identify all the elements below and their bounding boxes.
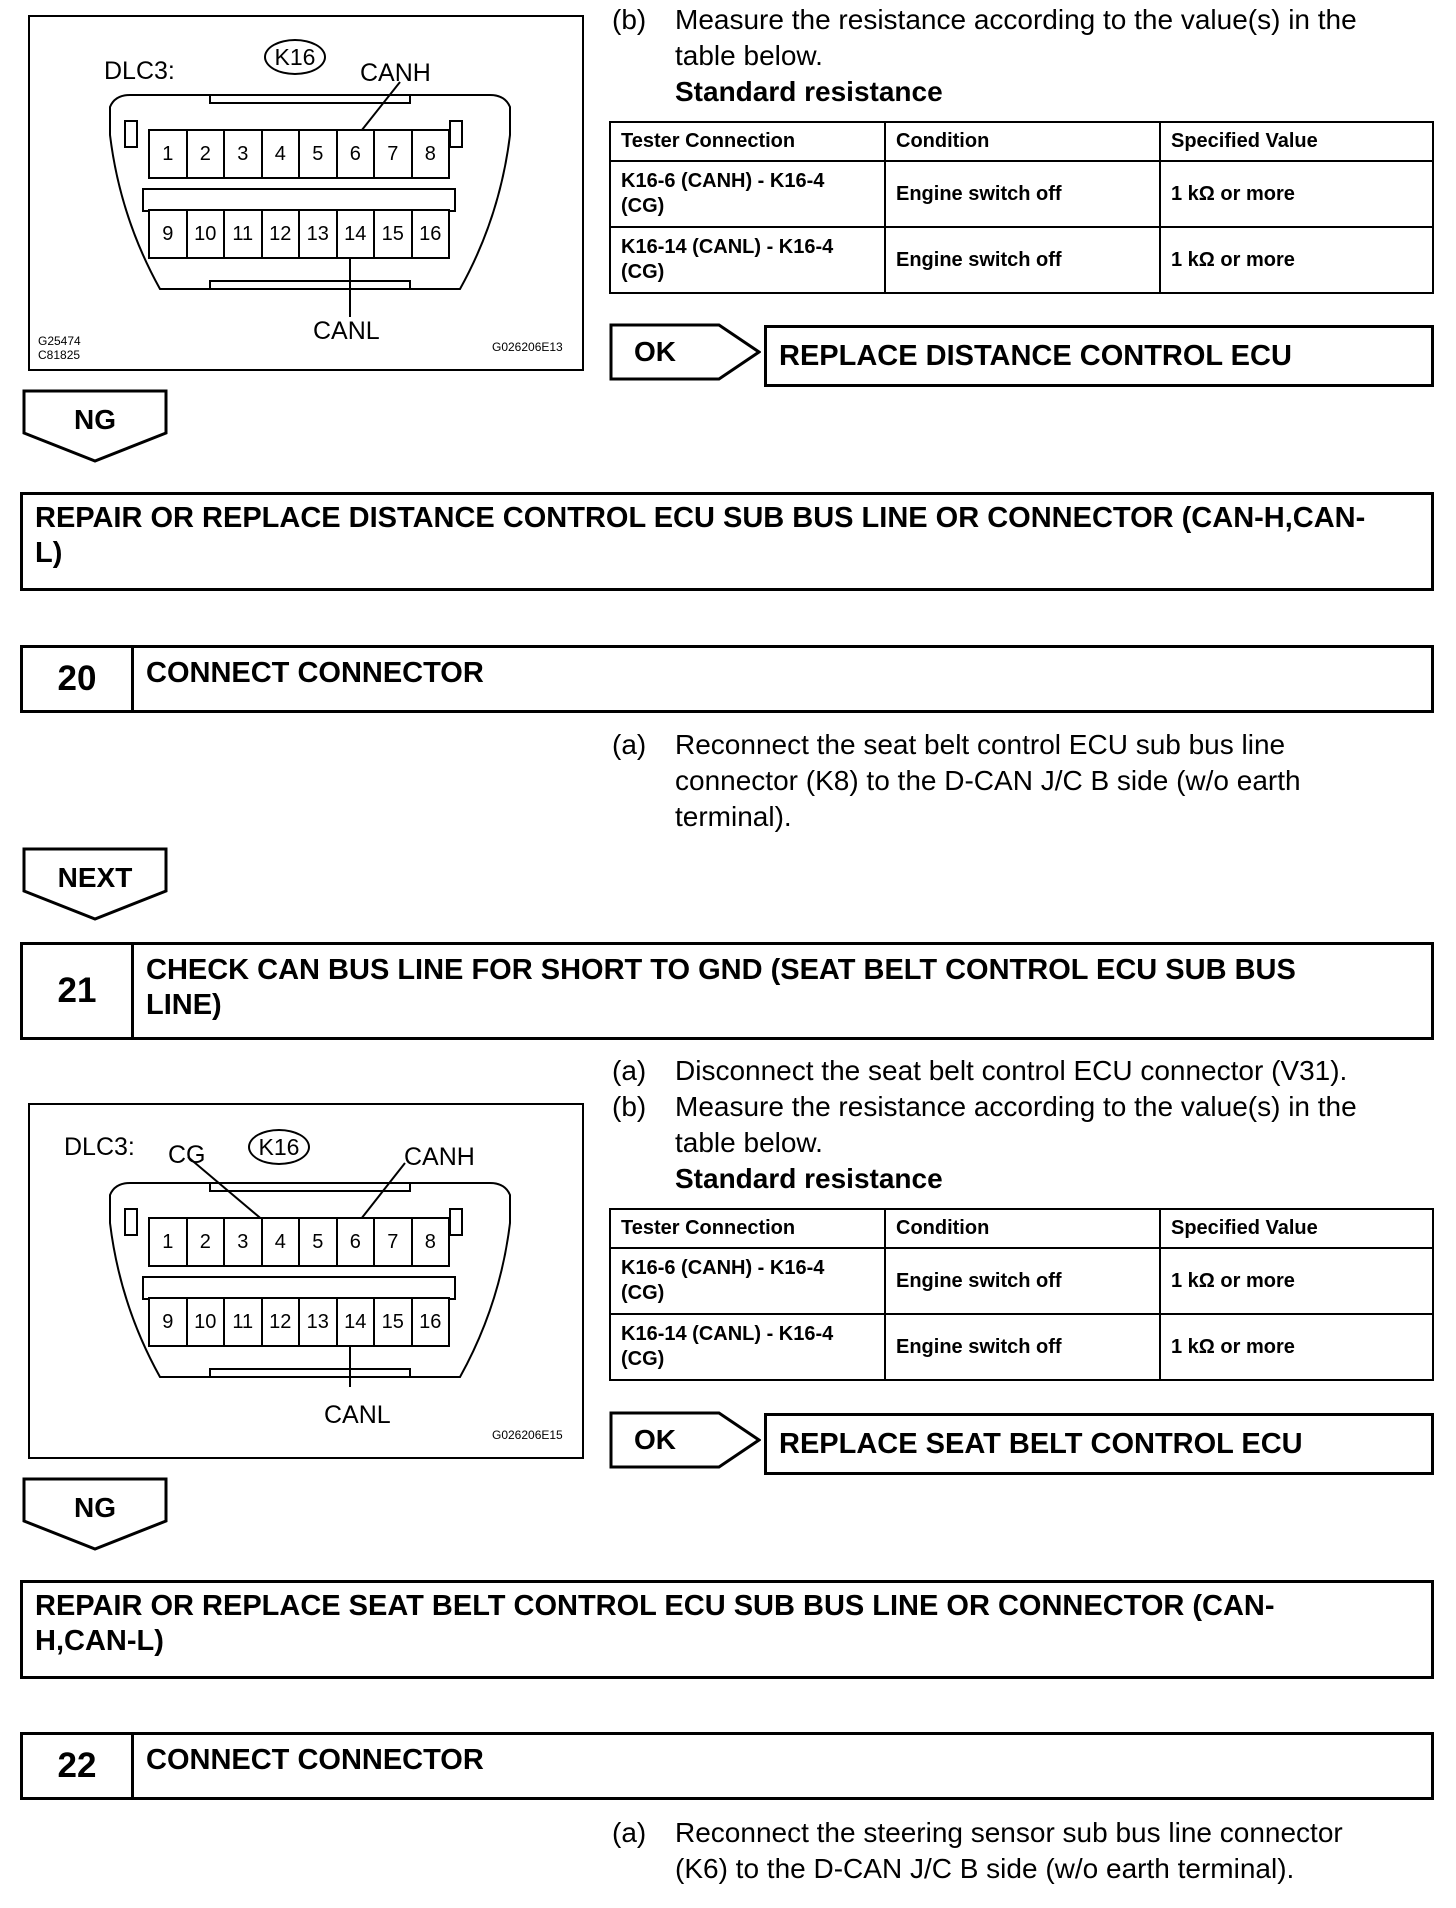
figure-code-left-2: C81825 <box>38 348 81 362</box>
pin-4: 4 <box>261 129 301 179</box>
table-cell: Engine switch off <box>885 1248 1160 1314</box>
pin-7: 7 <box>373 129 413 179</box>
pin-5: 5 <box>298 129 338 179</box>
table-cell: K16-14 (CANL) - K16-4 (CG) <box>610 1314 885 1380</box>
table-row <box>610 161 1433 227</box>
figure-code-left-1: G25474 <box>38 334 81 348</box>
canl-label: CANL <box>313 317 380 345</box>
table-cell: K16-6 (CANH) - K16-4 (CG) <box>610 1248 885 1314</box>
step-text-line: Reconnect the seat belt control ECU sub bus line <box>675 729 1286 760</box>
pin-2: 2 <box>186 1217 226 1267</box>
pin-10: 10 <box>186 1297 226 1347</box>
pin-14: 14 <box>336 209 376 259</box>
pin-4: 4 <box>261 1217 301 1267</box>
step-20-header <box>20 645 1434 713</box>
table-row <box>610 227 1433 293</box>
pin-3: 3 <box>223 1217 263 1267</box>
pin-2: 2 <box>186 129 226 179</box>
resistance-table-2 <box>609 1208 1434 1381</box>
table-cell: 1 kΩ or more <box>1160 1314 1433 1380</box>
pin-15: 15 <box>373 1297 413 1347</box>
table-cell: Engine switch off <box>885 161 1160 227</box>
table-row <box>610 1248 1433 1314</box>
table-cell: 1 kΩ or more <box>1160 227 1433 293</box>
pin-12: 12 <box>261 1297 301 1347</box>
table-header: Specified Value <box>1160 1209 1433 1248</box>
pin-8: 8 <box>411 1217 451 1267</box>
pin-15: 15 <box>373 209 413 259</box>
step-tag: (b) <box>612 1091 647 1122</box>
dlc3-label: DLC3: <box>104 57 175 85</box>
table-cell: Engine switch off <box>885 1314 1160 1380</box>
step-tag: (a) <box>612 729 647 760</box>
table-cell: 1 kΩ or more <box>1160 161 1433 227</box>
pin-13: 13 <box>298 1297 338 1347</box>
pins-top-row <box>148 129 450 179</box>
pin-11: 11 <box>223 1297 263 1347</box>
connector-k16-label: K16 <box>248 1129 310 1165</box>
ok-label-1: OK <box>634 336 676 367</box>
step-text-line: table below. <box>675 1127 823 1158</box>
step-tag: (b) <box>612 4 647 35</box>
step-tag: (a) <box>612 1817 647 1848</box>
step-tag: (a) <box>612 1055 647 1086</box>
cg-label: CG <box>168 1141 206 1169</box>
pins-bottom-row <box>148 209 450 259</box>
step-text-line: connector (K8) to the D-CAN J/C B side (w/o earth <box>675 765 1301 796</box>
pin-7: 7 <box>373 1217 413 1267</box>
standard-resistance-heading: Standard resistance <box>675 76 943 107</box>
step-title: CONNECT CONNECTOR <box>146 1744 484 1776</box>
pins-top-row <box>148 1217 450 1267</box>
table-header: Specified Value <box>1160 122 1433 161</box>
canh-label: CANH <box>404 1143 475 1171</box>
ok-arrow-2 <box>609 1411 761 1469</box>
step-number: 22 <box>23 1735 134 1797</box>
pin-16: 16 <box>411 209 451 259</box>
figure-code-right: G026206E15 <box>492 1428 563 1442</box>
step-text-line: Measure the resistance according to the value(s) in the <box>675 4 1357 35</box>
table-header: Tester Connection <box>610 1209 885 1248</box>
pin-10: 10 <box>186 209 226 259</box>
pin-6: 6 <box>336 129 376 179</box>
standard-resistance-heading: Standard resistance <box>675 1163 943 1194</box>
pin-1: 1 <box>148 129 188 179</box>
ng-label-1: NG <box>74 404 116 435</box>
table-header: Condition <box>885 1209 1160 1248</box>
banner-line: L) <box>35 537 63 569</box>
pin-9: 9 <box>148 209 188 259</box>
ng-result-banner-2 <box>20 1580 1434 1679</box>
table-header: Condition <box>885 122 1160 161</box>
banner-line: REPAIR OR REPLACE SEAT BELT CONTROL ECU SUB BUS LINE OR CONNECTOR (CAN- <box>35 1590 1275 1622</box>
step-text-line: Disconnect the seat belt control ECU connector (V31). <box>675 1055 1348 1086</box>
step-title <box>134 945 1431 1037</box>
figure-code-right: G026206E13 <box>492 340 563 354</box>
step-number: 20 <box>23 648 134 710</box>
dlc3-label: DLC3: <box>64 1133 135 1161</box>
step-number: 21 <box>23 945 134 1037</box>
table-cell: K16-6 (CANH) - K16-4 (CG) <box>610 161 885 227</box>
step-22-header <box>20 1732 1434 1800</box>
ng-result-banner-1 <box>20 492 1434 591</box>
dlc3-diagram-2 <box>28 1103 584 1459</box>
title-line: LINE) <box>146 989 222 1021</box>
ok-arrow-1 <box>609 323 761 381</box>
pin-13: 13 <box>298 209 338 259</box>
canl-label: CANL <box>324 1401 391 1429</box>
step-title: CONNECT CONNECTOR <box>146 657 484 689</box>
pin-14: 14 <box>336 1297 376 1347</box>
pin-6: 6 <box>336 1217 376 1267</box>
pin-9: 9 <box>148 1297 188 1347</box>
canh-label: CANH <box>360 59 431 87</box>
table-cell: K16-14 (CANL) - K16-4 (CG) <box>610 227 885 293</box>
next-label: NEXT <box>57 862 133 893</box>
ok-result-2: REPLACE SEAT BELT CONTROL ECU <box>764 1413 1434 1475</box>
pin-12: 12 <box>261 209 301 259</box>
banner-line: REPAIR OR REPLACE DISTANCE CONTROL ECU SUB BUS LINE OR CONNECTOR (CAN-H,CAN- <box>35 502 1366 534</box>
pin-8: 8 <box>411 129 451 179</box>
pin-3: 3 <box>223 129 263 179</box>
pin-1: 1 <box>148 1217 188 1267</box>
step-text-line: terminal). <box>675 801 792 832</box>
table-row <box>610 1314 1433 1380</box>
resistance-table-1 <box>609 121 1434 294</box>
ok-label-2: OK <box>634 1424 676 1455</box>
table-header: Tester Connection <box>610 122 885 161</box>
dlc3-diagram-1 <box>28 15 584 371</box>
table-cell: 1 kΩ or more <box>1160 1248 1433 1314</box>
ng-label-2: NG <box>74 1492 116 1523</box>
pins-bottom-row <box>148 1297 450 1347</box>
title-line: CHECK CAN BUS LINE FOR SHORT TO GND (SEAT BELT CONTROL ECU SUB BUS <box>146 954 1296 986</box>
ok-result-1: REPLACE DISTANCE CONTROL ECU <box>764 325 1434 387</box>
connector-k16-label: K16 <box>264 39 326 75</box>
step-21-header <box>20 942 1434 1040</box>
pin-16: 16 <box>411 1297 451 1347</box>
pin-11: 11 <box>223 209 263 259</box>
pin-5: 5 <box>298 1217 338 1267</box>
step-text-line: Measure the resistance according to the value(s) in the <box>675 1091 1357 1122</box>
banner-line: H,CAN-L) <box>35 1625 164 1657</box>
step-text-line: table below. <box>675 40 823 71</box>
step-text-line: Reconnect the steering sensor sub bus line connector <box>675 1817 1343 1848</box>
step-text-line: (K6) to the D-CAN J/C B side (w/o earth terminal). <box>675 1853 1295 1884</box>
table-cell: Engine switch off <box>885 227 1160 293</box>
